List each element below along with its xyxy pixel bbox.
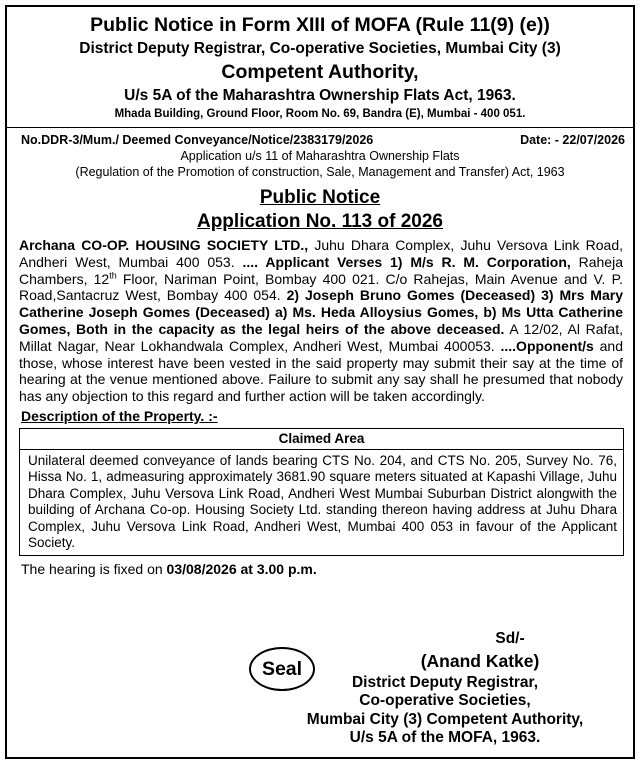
authority-line: District Deputy Registrar, Co-operative Societies, Mumbai City (3) <box>79 40 561 57</box>
application-number: Application No. 113 of 2026 <box>196 211 444 232</box>
opponents-address: A 12/02, Al Rafat, Millat Nagar, Near Lokhandwala Complex, Andheri West, Mumbai 400053. <box>19 320 624 354</box>
reference-number: No.DDR-3/Mum./ Deemed Conveyance/Notice/2383179/2026 <box>21 133 374 147</box>
hearing-datetime: 03/08/2026 at 3.00 p.m. <box>166 560 317 577</box>
notice-header <box>7 7 633 122</box>
signed-mark: Sd/- <box>495 630 525 647</box>
hearing-prefix: The hearing is fixed on <box>21 560 167 577</box>
signature-block <box>330 630 630 673</box>
property-heading: Description of the Property. :- <box>21 407 218 424</box>
application-line: Application u/s 11 of Maharashtra Ownership Flats <box>180 149 460 163</box>
notice-date: Date: - 22/07/2026 <box>520 133 625 147</box>
seal-stamp: Seal <box>249 647 315 691</box>
opponents-2-3: 2) Joseph Bruno Gomes (Deceased) 3) Mrs Mary Catherine Joseph Gomes (Deceased) a) Ms. Heda Alloysius Gomes, b) Ms Utta Catherine Gomes, Both in the capacity as the legal heirs of the above deceased. <box>19 287 623 337</box>
competent-authority: Competent Authority, <box>221 61 419 83</box>
act-line: U/s 5A of the Maharashtra Ownership Flats Act, 1963. <box>124 87 516 104</box>
opponent-1-address-b: Floor, Nariman Point, Bombay 400 021. C/o Rahejas, Main Avenue and V. P. Road,Santacruz West, Bombay 400 054. <box>19 270 623 304</box>
designation-line-3: Mumbai City (3) Competent Authority, <box>306 710 584 728</box>
claimed-area-text: Unilateral deemed conveyance of lands bearing CTS No. 204, and CTS No. 205, Survey No. 76, Hissa No. 1, admeasuring approximately 3681.90 square meters situated at Kapashi Village, Juhu Dhara Complex, Juhu Versova Link Road, Andheri West Mumbai Suburban District alongwith the building of Archana Co-op. Housing Society Ltd. standing thereon having address at Juhu Dhara Complex, Juhu Versova Link Road, Andheri West, Mumbai 400 053 in favour of the Applicant Society. <box>28 452 617 551</box>
notice-body <box>7 234 633 405</box>
opponents-label: ....Opponent/s <box>500 337 594 354</box>
reference-row <box>7 128 633 148</box>
claimed-area-title: Claimed Area <box>20 429 623 450</box>
superscript: th <box>109 269 117 280</box>
office-address: Mhada Building, Ground Floor, Room No. 69, Bandra (E), Mumbai - 400 051. <box>114 108 526 120</box>
claimed-area-box <box>19 428 624 556</box>
applicant-name: Archana CO-OP. HOUSING SOCIETY LTD., <box>19 237 309 253</box>
designation-line-4: U/s 5A of the MOFA, 1963. <box>349 728 541 746</box>
designation-line-2: Co-operative Societies, <box>359 692 531 710</box>
designation-line-1: District Deputy Registrar, <box>351 674 539 691</box>
opponent-1: .... Applicant Verses 1) M/s R. M. Corporation, <box>242 253 571 270</box>
public-notice-title: Public Notice <box>259 187 381 208</box>
opponent-1-address-a: Raheja Chambers, 12 <box>19 253 623 287</box>
applicant-address: Juhu Dhara Complex, Juhu Versova Link Road, Andheri West, Mumbai 400 053. <box>19 237 623 270</box>
hearing-line <box>7 556 633 578</box>
regulation-line: (Regulation of the Promotion of construction, Sale, Management and Transfer) Act, 1963 <box>75 165 565 179</box>
notice-text: and those, whose interest have been vested in the said property may submit their say at the time of hearing at the venue mentioned above. Failure to submit any say shall he presumed that nobody has any objection to this regard and further action will be taken accordingly. <box>19 337 623 405</box>
signatory-name: (Anand Katke) <box>420 651 540 671</box>
form-title: Public Notice in Form XIII of MOFA (Rule 11(9) (e)) <box>90 14 550 36</box>
signatory-designation <box>265 674 625 747</box>
